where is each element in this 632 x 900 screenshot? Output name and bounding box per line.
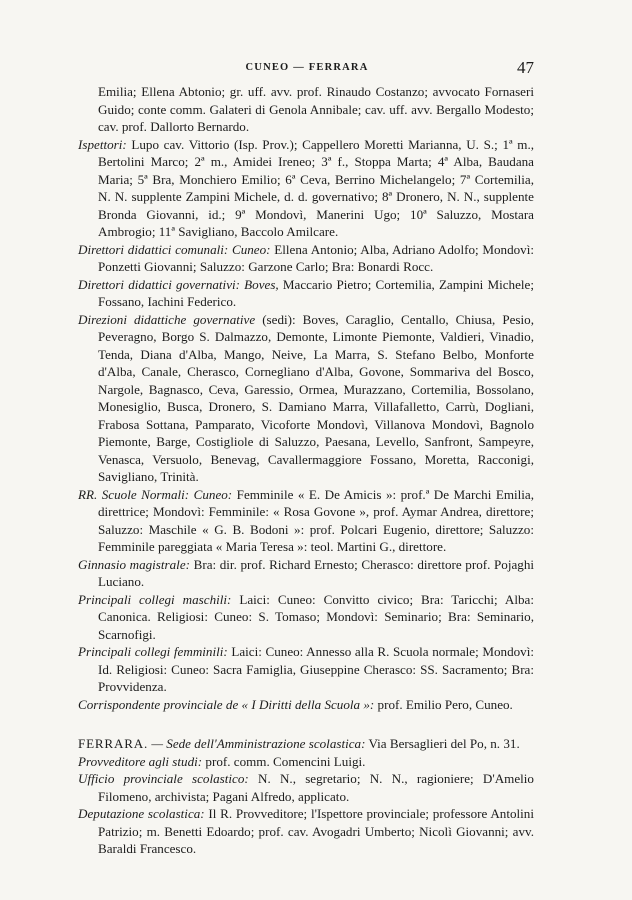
ferrara-deputazione xyxy=(78,805,534,858)
cuneo-scuole-normali xyxy=(78,486,534,556)
entry-label: Direttori didattici comunali: Cuneo: xyxy=(78,241,271,257)
entry-text: Femminile « E. De Amicis »: prof.ª De Marchi Emilia, direttrice; Mondovì: Femminile: « Rosa Govone », prof. Aymar Andrea, direttore; Saluzzo: Maschile « G. B. Bodoni »: prof. Polcari Eugenio, direttore; Saluzzo: Femminile pareggiata « Maria Teresa »: teol. Martini G., direttore. xyxy=(98,486,535,554)
ferrara-ufficio xyxy=(78,770,534,805)
entry-label: Ufficio provinciale scolastico: xyxy=(78,771,249,786)
city-name: FERRARA. xyxy=(78,736,149,751)
page-number: 47 xyxy=(517,58,534,77)
cuneo-ginnasio-magistrale xyxy=(78,556,534,591)
entry-text: (sedi): Boves, Caraglio, Centallo, Chiusa, Pesio, Peveragno, Borgo S. Dalmazzo, Demonte, Limonte Piemonte, Valdieri, Vinadio, Tenda, Diana d'Alba, Mango, Neive, La Marra, S. Stefano Belbo, Monforte d'Alba, Canale, Cherasco, Cornegliano d'Alba, Govone, Sommariva del Bosco, Nargole, Bagnasco, Ceva, Garessio, Ormea, Murazzano, Cortemilia, Bossolano, Monesiglio, Busca, Dronero, S. Damiano Marra, Villafalletto, Carrù, Dogliani, Frabosa Sottana, Pamparato, Vicoforte Mondovì, Villanova Mondovì, Bagnolo Piemonte, Barge, Costigliole di Saluzzo, Paesana, Levello, Sanfront, Sampeyre, Venasca, Versuolo, Benevag, Cavallermaggiore Fossano, Moretta, Racconigi, Savigliano, Trinità. xyxy=(98,311,534,484)
entry-label: Ginnasio magistrale: xyxy=(78,556,190,572)
entry-text: Ellena Antonio; Alba, Adriano Adolfo; Mondovì: Ponzetti Giovanni; Saluzzo: Garzone Carlo; Bra: Bonardi Rocc. xyxy=(98,241,535,274)
entry-text: N. N., segretario; N. N., ragioniere; D'Amelio Filomeno, archivista; Pagani Alfredo, applicato. xyxy=(98,771,534,804)
entry-label: Principali collegi maschili: xyxy=(78,591,232,607)
entry-label: Provveditore agli studi: xyxy=(78,753,203,769)
entry-label: — Sede dell'Amministrazione scolastica: xyxy=(151,736,366,751)
entry-text: prof. comm. Comencini Luigi. xyxy=(205,753,366,769)
ferrara-provveditore xyxy=(78,753,534,771)
page-body xyxy=(78,83,534,858)
entry-text: Il R. Provveditore; l'Ispettore provinciale; professore Antolini Patrizio; m. Benetti Edoardo; prof. cav. Avogadri Umberto; Nicolì Giovanni; avv. Baraldi Francesco. xyxy=(98,806,534,856)
entry-label: Deputazione scolastica: xyxy=(78,806,205,821)
entry-label: Ispettori: xyxy=(78,136,127,152)
cuneo-direttori-comunali xyxy=(78,241,534,276)
entry-text: Laici: Cuneo: Annesso alla R. Scuola normale; Mondovì: Id. Religiosi: Cuneo: Sacra Famiglia, Giuseppine Cherasco: SS. Sacramento; Bra: Provvidenza. xyxy=(98,644,534,694)
entry-text: Lupo cav. Vittorio (Isp. Prov.); Cappellero Moretti Marianna, U. S.; 1ª m., Bertolini Marco; 2ª m., Amidei Ireneo; 3ª f., Stoppa Marta; 4ª Alba, Baudana Maria; 5ª Bra, Monchiero Emilio; 6ª Ceva, Berrino Michelangelo; 7ª Cortemilia, N. N. supplente Zampini Michele, d. d. governativo; 8ª Dronero, N. N., supplente Bronda Giovanni, id.; 9ª Mondovì, Manerini Ugo; 10ª Saluzzo, Mostara Ambrogio; 11ª Savigliano, Baccolo Amilcare. xyxy=(98,136,534,239)
entry-label: RR. Scuole Normali: Cuneo: xyxy=(78,486,233,502)
cuneo-ispettori xyxy=(78,136,534,241)
entry-text: Laici: Cuneo: Convitto civico; Bra: Taricchi; Alba: Canonica. Religiosi: Cuneo: S. Tomaso; Mondovì: Seminario; Bra: Seminario, Scarnofigi. xyxy=(98,591,534,642)
entry-label: Corrispondente provinciale de « I Diritti della Scuola »: xyxy=(78,696,375,712)
cuneo-continuation: Emilia; Ellena Abtonio; gr. uff. avv. prof. Rinaudo Costanzo; avvocato Fornaseri Guido; conte comm. Galateri di Genola Annibale; cav. uff. avv. Bergallo Modesto; cav. prof. Dallorto Bernardo. xyxy=(98,84,534,134)
cuneo-direttori-governativi xyxy=(78,276,534,311)
ferrara-section-heading xyxy=(78,735,534,753)
entry-label: Principali collegi femminili: xyxy=(78,644,228,659)
entry-label: Direzioni didattiche governative xyxy=(78,311,256,327)
entry-label: Direttori didattici governativi: Boves, xyxy=(78,276,279,292)
cuneo-direzioni-didattiche xyxy=(78,311,534,486)
cuneo-corrispondente xyxy=(78,696,534,714)
cuneo-collegi-maschili xyxy=(78,591,534,644)
running-title: CUNEO — FERRARA xyxy=(245,62,369,73)
entry-text: prof. Emilio Pero, Cuneo. xyxy=(377,696,513,712)
entry-text: Via Bersaglieri del Po, n. 31. xyxy=(368,736,520,751)
cuneo-collegi-femminili xyxy=(78,643,534,696)
entry-text: Bra: dir. prof. Richard Ernesto; Cherasco: direttore prof. Pojaghi Luciano. xyxy=(98,556,534,589)
page-header xyxy=(80,58,534,82)
entry-text: Maccario Pietro; Cortemilia, Zampini Michele; Fossano, Iachini Federico. xyxy=(98,276,534,309)
